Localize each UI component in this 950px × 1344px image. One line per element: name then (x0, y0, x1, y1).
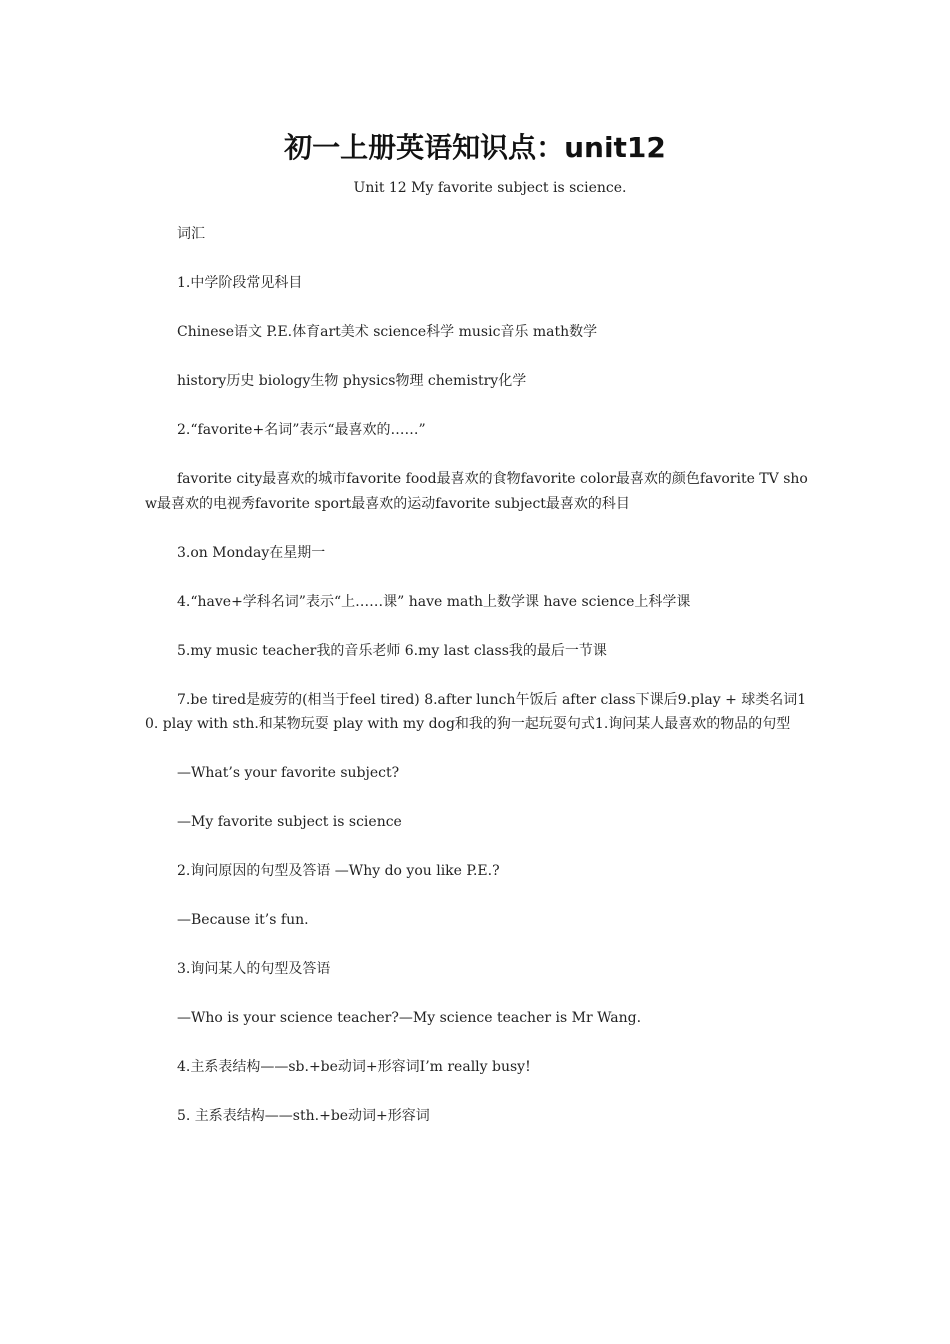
paragraph-15: —Who is your science teacher?—My science teacher is Mr Wang. (177, 1010, 642, 1026)
paragraph-16: 4.主系表结构——sb.+be动词+形容词I’m really busy! (177, 1059, 531, 1075)
paragraph-7: 4.“have+学科名词”表示“上……课” have math上数学课 have science上科学课 (177, 593, 691, 610)
page-subtitle: Unit 12 My favorite subject is science. (353, 180, 627, 196)
paragraph-14: 3.询问某人的句型及答语 (177, 961, 331, 977)
paragraph-8: 5.my music teacher我的音乐老师 6.my last class我的最后一节课 (177, 642, 607, 659)
paragraph-10: —What’s your favorite subject? (177, 765, 400, 781)
paragraph-5: favorite city最喜欢的城市favorite food最喜欢的食物favorite color最喜欢的颜色favorite TV show最喜欢的电视秀favorite sport最喜欢的运动favorite subject最喜欢的科目 (145, 471, 808, 512)
paragraph-17: 5. 主系表结构——sth.+be动词+形容词 (177, 1108, 430, 1124)
paragraph-13: —Because it’s fun. (177, 912, 309, 928)
paragraph-12: 2.询问原因的句型及答语 —Why do you like P.E.? (177, 863, 500, 879)
paragraph-11: —My favorite subject is science (177, 814, 402, 830)
document-body (145, 222, 808, 1153)
page-title: 初一上册英语知识点：unit12 (284, 131, 666, 164)
paragraph-9: 7.be tired是疲劳的(相当于feel tired) 8.after lunch午饭后 after class下课后9.play + 球类名词10. play with sth.和某物玩耍 play with my dog和我的狗一起玩耍句式1.询问某人最喜欢的物品的句型 (145, 691, 807, 732)
paragraph-2: Chinese语文 P.E.体育art美术 science科学 music音乐 math数学 (177, 324, 598, 340)
paragraph-1: 1.中学阶段常见科目 (177, 275, 303, 291)
paragraph-4: 2.“favorite+名词”表示“最喜欢的……” (177, 422, 426, 438)
paragraph-6: 3.on Monday在星期一 (177, 544, 326, 561)
paragraph-3: history历史 biology生物 physics物理 chemistry化学 (177, 373, 527, 389)
section-heading-vocabulary: 词汇 (177, 226, 205, 242)
